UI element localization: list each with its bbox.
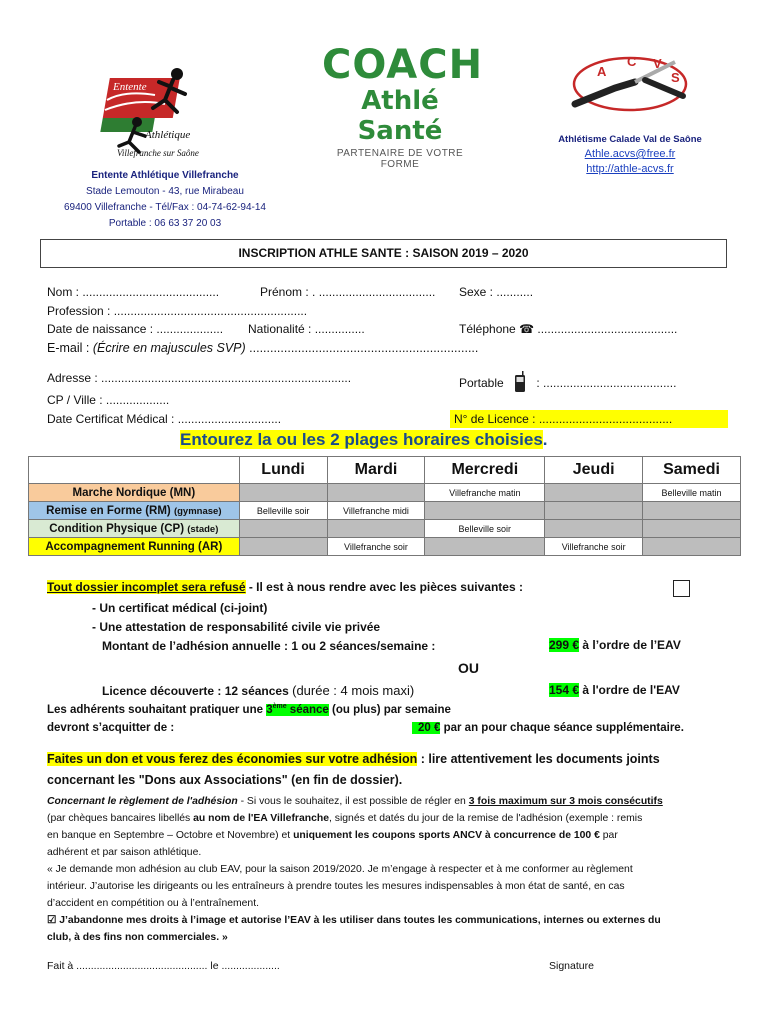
acvs-logo: [565, 52, 695, 122]
montant-price: [549, 638, 681, 652]
schedule-row-mn: [29, 484, 741, 502]
field-prenom[interactable]: Prénom : . ...................................: [260, 285, 436, 299]
slot: [545, 502, 643, 520]
price-154: 154 €: [549, 683, 580, 697]
reglement-line-7: d’accident en compétition ou à l’entraînement.: [47, 898, 259, 909]
price-20: 20 €: [412, 722, 440, 734]
reglement-line-1: [47, 793, 737, 810]
schedule-header-empty: [29, 457, 240, 484]
slot[interactable]: Belleville soir: [425, 520, 545, 538]
piece-attestation: - Une attestation de responsabilité civile vie privée: [92, 620, 381, 634]
dossier-checkbox[interactable]: [673, 580, 690, 597]
price-299: 299 €: [549, 638, 580, 652]
montant-label: Montant de l’adhésion annuelle : 1 ou 2 séances/semaine :: [102, 639, 436, 653]
club-right-info: [530, 132, 730, 177]
don-highlight: Faites un don et vous ferez des économies sur votre adhésion: [47, 752, 418, 766]
decouverte-price: [549, 683, 680, 697]
field-licence[interactable]: N° de Licence : ........................................: [450, 410, 728, 428]
reglement-l3a: en banque en Septembre – Octobre et Novembre) et: [47, 830, 294, 841]
piece-certificat: - Un certificat médical (ci-joint): [92, 601, 268, 615]
field-email[interactable]: [47, 341, 478, 355]
price-154-ordre: à l'ordre de l'EAV: [579, 683, 680, 697]
supplement-price: [412, 722, 684, 734]
logo-text-entente: Entente: [113, 81, 147, 93]
schedule-instruction-end: .: [542, 430, 548, 449]
reglement-t1: - Si vous le souhaitez, il est possible de régler en: [237, 796, 469, 807]
page-title: INSCRIPTION ATHLE SANTE : SAISON 2019 – 2020: [40, 239, 727, 268]
reglement-l3b: uniquement les coupons sports ANCV à concurrence de 100 €: [293, 830, 600, 841]
reglement-l3c: par: [599, 830, 618, 841]
reglement-l8: J’abandonne mes droits à l’image et autorise l’EAV à les utiliser dans toutes les communications, internes ou externes du: [56, 915, 661, 926]
email-hint: (Écrire en majuscules SVP): [92, 341, 246, 355]
slot: [239, 538, 327, 556]
field-profession[interactable]: Profession : ..........................................................: [47, 304, 308, 318]
logo-text-athletique: Athlétique: [145, 129, 191, 141]
club-left-address: Stade Lemouton - 43, rue Mirabeau: [86, 186, 244, 197]
slot: [545, 520, 643, 538]
decouverte-label: [102, 683, 414, 698]
slot: [239, 520, 327, 538]
slot: [425, 502, 545, 520]
reglement-l2c: , signés et datés du jour de la remise de l'adhésion (exemple : remis: [329, 813, 643, 824]
activity-cp-label: Condition Physique (CP): [49, 522, 188, 535]
field-cp-ville[interactable]: CP / Ville : ...................: [47, 393, 170, 407]
day-lundi: Lundi: [239, 457, 327, 484]
portable-label: Portable: [459, 376, 504, 390]
email-dots: ..................................................................: [245, 341, 479, 355]
day-mercredi: Mercredi: [425, 457, 545, 484]
coach-tagline: PARTENAIRE DE VOTRE FORME: [336, 148, 464, 170]
adherents-hl-word: séance: [286, 703, 329, 716]
day-jeudi: Jeudi: [545, 457, 643, 484]
logo-text-villefranche: Villefranche sur Saône: [117, 148, 199, 158]
field-adresse[interactable]: Adresse : ...........................................................................: [47, 371, 352, 385]
activity-rm-label: Remise en Forme (RM): [46, 504, 174, 517]
reglement-line-9: club, à des fins non commerciales. »: [47, 932, 228, 943]
club-right-name: Athlétisme Calade Val de Saône: [558, 134, 702, 145]
schedule-instruction: [180, 430, 548, 450]
acquitter-label: devront s’acquitter de :: [47, 722, 175, 734]
slot[interactable]: Belleville soir: [239, 502, 327, 520]
adherents-hl-sup: ème: [272, 703, 287, 710]
activity-rm-place: (gymnase): [173, 505, 222, 517]
dossier-suite: - Il est à nous rendre avec les pièces suivantes :: [245, 580, 523, 594]
dossier-incomplet: Tout dossier incomplet sera refusé: [47, 580, 246, 594]
reglement-title: Concernant le règlement de l'adhésion: [47, 796, 238, 807]
price-299-ordre: à l’ordre de l’EAV: [579, 638, 681, 652]
slot[interactable]: Villefranche soir: [327, 538, 425, 556]
schedule-row-rm: [29, 502, 741, 520]
telephone-dots: ..........................................: [537, 322, 678, 336]
field-telephone[interactable]: [459, 322, 677, 336]
dossier-warning: [47, 580, 523, 594]
club-right-website-link[interactable]: http://athle-acvs.fr: [586, 163, 674, 175]
slot: [643, 520, 741, 538]
acvs-letter-a: A: [597, 64, 607, 79]
day-mardi: Mardi: [327, 457, 425, 484]
acvs-letter-v: V: [653, 56, 662, 71]
reglement-line-5: « Je demande mon adhésion au club EAV, pour la saison 2019/2020. Je m’engage à respecter et à me conformer au règlement: [47, 864, 633, 875]
adherents-hl-num: 3: [266, 703, 273, 716]
club-right-email-link[interactable]: Athle.acvs@free.fr: [584, 148, 676, 160]
signature-label: Signature: [549, 960, 594, 972]
slot[interactable]: Belleville matin: [643, 484, 741, 502]
reglement-line-6: intérieur. J’autorise les dirigeants ou les entraîneurs à prendre toutes les mesures indispensables à mon état de santé, en cas: [47, 881, 625, 892]
field-certificat[interactable]: Date Certificat Médical : ...............................: [47, 412, 282, 426]
don-line-2: concernant les "Dons aux Associations" (en fin de dossier).: [47, 773, 403, 787]
slot: [643, 502, 741, 520]
email-label: E-mail :: [47, 341, 93, 355]
acvs-letter-s: S: [671, 70, 680, 85]
activity-accompagnement-running: Accompagnement Running (AR): [29, 538, 240, 556]
schedule-table: [28, 456, 741, 556]
don-line-1: [47, 752, 660, 766]
slot[interactable]: Villefranche soir: [545, 538, 643, 556]
adherents-line: [47, 703, 451, 716]
slot: [425, 538, 545, 556]
adherents-text-a: Les adhérents souhaitant pratiquer une: [47, 703, 267, 716]
schedule-instruction-text: Entourez la ou les 2 plages horaires choisies: [180, 430, 543, 449]
don-rest: : lire attentivement les documents joints: [417, 752, 660, 766]
day-samedi: Samedi: [643, 457, 741, 484]
telephone-icon: ☎: [519, 322, 535, 336]
checked-box-icon[interactable]: ☑: [47, 915, 57, 926]
club-left-name: Entente Athlétique Villefranche: [91, 170, 239, 181]
ou-separator: OU: [458, 660, 479, 676]
slot: [239, 484, 327, 502]
reglement-line-8: [47, 912, 737, 929]
schedule-row-cp: [29, 520, 741, 538]
slot[interactable]: Villefranche midi: [327, 502, 425, 520]
coach-title: COACH: [322, 42, 484, 88]
coach-subtitle: Athlé Santé: [357, 86, 443, 146]
slot: [643, 538, 741, 556]
schedule-header-row: [29, 457, 741, 484]
telephone-label: Téléphone: [459, 322, 516, 336]
reglement-line-3: [47, 827, 737, 844]
reglement-block: [47, 793, 737, 946]
supplement-text: par an pour chaque séance supplémentaire.: [440, 722, 684, 734]
activity-condition-physique: [29, 520, 240, 538]
reglement-t1b: 3 fois maximum sur 3 mois consécutifs: [468, 796, 663, 807]
slot: [545, 484, 643, 502]
activity-marche-nordique: Marche Nordique (MN): [29, 484, 240, 502]
activity-remise-en-forme: [29, 502, 240, 520]
adherents-hl: [266, 704, 329, 716]
adherents-text-b: (ou plus) par semaine: [328, 703, 451, 716]
slot[interactable]: Villefranche matin: [425, 484, 545, 502]
reglement-l2a: (par chèques bancaires libellés: [47, 813, 194, 824]
field-nationalite[interactable]: Nationalité : ...............: [248, 322, 365, 336]
reglement-line-4: adhérent et par saison athlétique.: [47, 847, 202, 858]
mobile-phone-icon: [513, 371, 527, 393]
field-portable[interactable]: [459, 371, 676, 393]
decouverte-duree: (durée : 4 mois maxi): [292, 683, 415, 698]
portable-dots: : ........................................: [536, 376, 677, 390]
club-left-info: [40, 168, 290, 232]
slot: [327, 484, 425, 502]
coach-athle-sante-logo: [322, 42, 484, 170]
field-nom[interactable]: Nom : .........................................: [47, 285, 220, 299]
reglement-l2b: au nom de l'EA Villefranche: [193, 813, 329, 824]
club-left-mobile: Portable : 06 63 37 20 03: [108, 218, 222, 229]
field-sexe[interactable]: Sexe : ...........: [459, 285, 534, 299]
activity-cp-place: (stade): [187, 523, 219, 535]
slot: [327, 520, 425, 538]
club-left-city: 69400 Villefranche - Tél/Fax : 04-74-62-94-14: [64, 202, 266, 213]
field-naissance[interactable]: Date de naissance : ....................: [47, 322, 224, 336]
acvs-letter-c: C: [627, 54, 637, 69]
decouverte-text: Licence découverte : 12 séances: [102, 684, 293, 698]
schedule-row-ar: [29, 538, 741, 556]
eav-logo: [85, 60, 215, 160]
reglement-line-2: [47, 810, 737, 827]
fait-a-field[interactable]: Fait à ............................................. le ....................: [47, 960, 280, 972]
